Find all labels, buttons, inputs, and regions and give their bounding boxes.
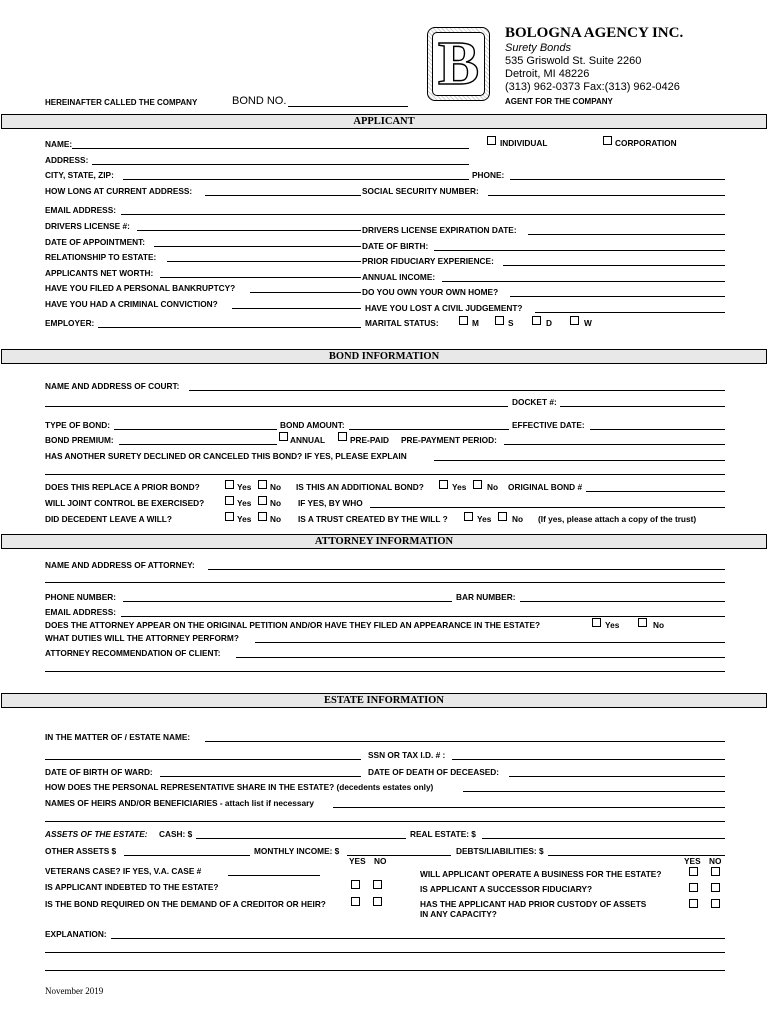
other-assets-label: OTHER ASSETS $	[45, 846, 117, 856]
fiduciary-experience-label: PRIOR FIDUCIARY EXPERIENCE:	[362, 256, 494, 266]
recommendation-line2	[45, 671, 725, 672]
original-bond-field[interactable]	[586, 482, 725, 492]
marital-s-label: S	[508, 318, 514, 328]
marital-w-label: W	[584, 318, 592, 328]
trust-no-label: No	[512, 514, 524, 524]
applicant-phone-field[interactable]	[510, 170, 725, 180]
debts-field[interactable]	[548, 846, 725, 856]
joint-no-label: No	[270, 498, 282, 508]
marital-status-label: MARITAL STATUS:	[365, 318, 439, 328]
attorney-section-header	[1, 534, 767, 549]
prepaid-label: PRE-PAID	[350, 435, 390, 445]
custody-label-line2: IN ANY CAPACITY?	[420, 909, 497, 919]
ssn-field[interactable]	[488, 186, 725, 196]
relationship-label: RELATIONSHIP TO ESTATE:	[45, 252, 157, 262]
replace-yes-checkbox[interactable]	[225, 480, 234, 489]
real-estate-field[interactable]	[482, 829, 725, 839]
recommendation-field[interactable]	[236, 648, 725, 658]
bond-type-field[interactable]	[114, 420, 277, 430]
bankruptcy-field[interactable]	[250, 283, 361, 293]
appear-yes-label: Yes	[605, 620, 620, 630]
attorney-name-field[interactable]	[208, 560, 725, 570]
bond-section-header	[1, 349, 767, 364]
will-yes-checkbox[interactable]	[225, 512, 234, 521]
docket-field[interactable]	[560, 397, 725, 407]
replace-yes-label: Yes	[237, 482, 252, 492]
applicant-address-field[interactable]	[92, 155, 469, 165]
joint-no-checkbox[interactable]	[258, 496, 267, 505]
bond-premium-label: BOND PREMIUM:	[45, 435, 114, 445]
share-label: HOW DOES THE PERSONAL REPRESENTATIVE SHARE IN THE ESTATE? (decedents estates only)	[45, 782, 434, 792]
will-label: DID DECEDENT LEAVE A WILL?	[45, 514, 172, 524]
civil-judgement-label: HAVE YOU LOST A CIVIL JUDGEMENT?	[365, 303, 523, 313]
bankruptcy-label: HAVE YOU FILED A PERSONAL BANKRUPTCY?	[45, 283, 236, 293]
demand-label: IS THE BOND REQUIRED ON THE DEMAND OF A CREDITOR OR HEIR?	[45, 899, 326, 909]
bar-number-field[interactable]	[520, 592, 725, 602]
successor-no-checkbox[interactable]	[711, 883, 720, 892]
explanation-line3	[45, 970, 725, 971]
trust-label: IS A TRUST CREATED BY THE WILL ?	[298, 514, 448, 524]
attorney-phone-label: PHONE NUMBER:	[45, 592, 116, 602]
attorney-email-label: EMAIL ADDRESS:	[45, 607, 116, 617]
applicant-title: APPLICANT	[353, 116, 415, 127]
appear-yes-checkbox[interactable]	[592, 618, 601, 627]
monthly-income-label: MONTHLY INCOME: $	[254, 846, 340, 856]
applicant-address-label: ADDRESS:	[45, 155, 89, 165]
tax-id-field[interactable]	[452, 750, 725, 760]
cash-label: CASH: $	[159, 829, 193, 839]
will-no-label: No	[270, 514, 282, 524]
employer-field[interactable]	[98, 318, 361, 328]
replace-bond-label: DOES THIS REPLACE A PRIOR BOND?	[45, 482, 200, 492]
docket-label: DOCKET #:	[512, 397, 557, 407]
attorney-email-field[interactable]	[121, 607, 725, 617]
company-logo	[427, 27, 490, 101]
applicant-name-label: NAME:	[45, 139, 73, 149]
appointment-date-field[interactable]	[154, 237, 361, 247]
attorney-name-label: NAME AND ADDRESS OF ATTORNEY:	[45, 560, 195, 570]
date-of-birth-label: DATE OF BIRTH:	[362, 241, 429, 251]
criminal-field[interactable]	[232, 299, 361, 309]
applicant-section-header	[1, 114, 767, 129]
custody-yes-checkbox[interactable]	[689, 899, 698, 908]
court-field-line2[interactable]	[45, 397, 508, 407]
business-no-checkbox[interactable]	[711, 867, 720, 876]
share-field[interactable]	[463, 782, 725, 792]
appointment-date-label: DATE OF APPOINTMENT:	[45, 237, 146, 247]
annual-income-label: ANNUAL INCOME:	[362, 272, 436, 282]
joint-control-label: WILL JOINT CONTROL BE EXERCISED?	[45, 498, 205, 508]
marital-d-label: D	[546, 318, 552, 328]
real-estate-label: REAL ESTATE: $	[410, 829, 476, 839]
relationship-field[interactable]	[167, 252, 361, 262]
no-header-right: NO	[709, 856, 722, 866]
annual-checkbox[interactable]	[279, 432, 288, 441]
court-label: NAME AND ADDRESS OF COURT:	[45, 381, 180, 391]
assets-label: ASSETS OF THE ESTATE:	[45, 829, 148, 839]
ward-dob-field[interactable]	[160, 767, 361, 777]
drivers-license-field[interactable]	[137, 221, 361, 231]
attorney-phone-field[interactable]	[123, 592, 452, 602]
marital-m-checkbox[interactable]	[459, 316, 468, 325]
recommendation-label: ATTORNEY RECOMMENDATION OF CLIENT:	[45, 648, 221, 658]
corporation-checkbox[interactable]	[603, 136, 612, 145]
own-home-field[interactable]	[510, 287, 725, 297]
company-tagline: Surety Bonds	[505, 42, 572, 54]
veterans-label: VETERANS CASE? IF YES, V.A. CASE #	[45, 866, 202, 876]
appear-label: DOES THE ATTORNEY APPEAR ON THE ORIGINAL PETITION AND/OR HAVE THEY FILED AN APPEARANCE IN THE ESTATE?	[45, 620, 541, 630]
dl-expiration-field[interactable]	[528, 225, 725, 235]
declined-field[interactable]	[434, 451, 725, 461]
trust-note: (If yes, please attach a copy of the trust)	[538, 514, 697, 524]
net-worth-label: APPLICANTS NET WORTH:	[45, 268, 154, 278]
bond-no-field[interactable]	[288, 97, 408, 107]
no-header-left: NO	[374, 856, 387, 866]
additional-no-checkbox[interactable]	[473, 480, 482, 489]
heirs-label: NAMES OF HEIRS AND/OR BENEFICIARIES - attach list if necessary	[45, 798, 314, 808]
custody-no-checkbox[interactable]	[711, 899, 720, 908]
additional-no-label: No	[487, 482, 499, 492]
appear-no-checkbox[interactable]	[638, 618, 647, 627]
ward-dob-label: DATE OF BIRTH OF WARD:	[45, 767, 153, 777]
additional-yes-label: Yes	[452, 482, 467, 492]
court-field[interactable]	[189, 381, 725, 391]
estate-name-label: IN THE MATTER OF / ESTATE NAME:	[45, 732, 191, 742]
joint-yes-label: Yes	[237, 498, 252, 508]
attorney-address-line2	[45, 582, 725, 583]
prepaid-checkbox[interactable]	[338, 432, 347, 441]
debts-label: DEBTS/LIABILITIES: $	[456, 846, 544, 856]
company-name: BOLOGNA AGENCY INC.	[505, 25, 684, 41]
how-long-field[interactable]	[205, 186, 361, 196]
annual-label: ANNUAL	[290, 435, 326, 445]
bar-number-label: BAR NUMBER:	[456, 592, 516, 602]
hereinafter-label: HEREINAFTER CALLED THE COMPANY	[45, 98, 198, 107]
date-of-death-field[interactable]	[509, 767, 725, 777]
other-assets-field[interactable]	[124, 846, 250, 856]
marital-s-checkbox[interactable]	[495, 316, 504, 325]
by-who-field[interactable]	[370, 498, 725, 508]
net-worth-field[interactable]	[160, 268, 361, 278]
attorney-title: ATTORNEY INFORMATION	[314, 536, 454, 547]
applicant-name-field[interactable]	[72, 139, 469, 149]
marital-m-label: M	[472, 318, 479, 328]
employer-label: EMPLOYER:	[45, 318, 95, 328]
trust-yes-label: Yes	[477, 514, 492, 524]
city-state-zip-label: CITY, STATE, ZIP:	[45, 170, 114, 180]
will-no-checkbox[interactable]	[258, 512, 267, 521]
duties-field[interactable]	[255, 633, 725, 643]
how-long-label: HOW LONG AT CURRENT ADDRESS:	[45, 186, 193, 196]
indebted-label: IS APPLICANT INDEBTED TO THE ESTATE?	[45, 882, 219, 892]
business-label: WILL APPLICANT OPERATE A BUSINESS FOR THE ESTATE?	[420, 869, 662, 879]
effective-date-field[interactable]	[590, 420, 725, 430]
indebted-no-checkbox[interactable]	[373, 880, 382, 889]
custody-label-line1: HAS THE APPLICANT HAD PRIOR CUSTODY OF ASSETS	[420, 899, 647, 909]
bond-no-label: BOND NO.	[232, 95, 287, 107]
company-address-line2: Detroit, MI 48226	[505, 68, 590, 80]
demand-yes-checkbox[interactable]	[351, 897, 360, 906]
explanation-label: EXPLANATION:	[45, 929, 107, 939]
city-state-zip-field[interactable]	[123, 170, 469, 180]
effective-date-label: EFFECTIVE DATE:	[512, 420, 585, 430]
individual-label: INDIVIDUAL	[500, 138, 548, 148]
applicant-phone-label: PHONE:	[472, 170, 505, 180]
bond-amount-field[interactable]	[349, 420, 509, 430]
criminal-label: HAVE YOU HAD A CRIMINAL CONVICTION?	[45, 299, 218, 309]
prepayment-period-field[interactable]	[504, 435, 725, 445]
applicant-email-label: EMAIL ADDRESS:	[45, 205, 116, 215]
ssn-label: SOCIAL SECURITY NUMBER:	[362, 186, 479, 196]
trust-no-checkbox[interactable]	[498, 512, 507, 521]
estate-title: ESTATE INFORMATION	[324, 695, 444, 706]
company-phone: (313) 962-0373 Fax:(313) 962-0426	[505, 81, 680, 93]
heirs-line2	[45, 821, 725, 822]
marital-w-checkbox[interactable]	[570, 316, 579, 325]
own-home-label: DO YOU OWN YOUR OWN HOME?	[362, 287, 499, 297]
marital-d-checkbox[interactable]	[532, 316, 541, 325]
will-yes-label: Yes	[237, 514, 252, 524]
explanation-field[interactable]	[111, 929, 725, 939]
yes-header-left: YES	[349, 856, 366, 866]
monthly-income-field[interactable]	[347, 846, 451, 856]
by-who-label: IF YES, BY WHO	[298, 498, 363, 508]
successor-label: IS APPLICANT A SUCCESSOR FIDUCIARY?	[420, 884, 593, 894]
footer-date: November 2019	[45, 986, 104, 996]
declined-label: HAS ANOTHER SURETY DECLINED OR CANCELED THIS BOND? IF YES, PLEASE EXPLAIN	[45, 451, 407, 461]
trust-yes-checkbox[interactable]	[464, 512, 473, 521]
yes-header-right: YES	[684, 856, 701, 866]
replace-no-checkbox[interactable]	[258, 480, 267, 489]
bond-amount-label: BOND AMOUNT:	[280, 420, 345, 430]
additional-yes-checkbox[interactable]	[439, 480, 448, 489]
heirs-field[interactable]	[333, 798, 725, 808]
agent-label: AGENT FOR THE COMPANY	[505, 97, 613, 106]
bond-premium-field[interactable]	[119, 435, 277, 445]
estate-name-field-line2[interactable]	[45, 750, 361, 760]
date-of-death-label: DATE OF DEATH OF DECEASED:	[368, 767, 500, 777]
date-of-birth-field[interactable]	[434, 241, 725, 251]
fiduciary-experience-field[interactable]	[503, 256, 725, 266]
original-bond-label: ORIGINAL BOND #	[508, 482, 583, 492]
civil-judgement-field[interactable]	[535, 303, 725, 313]
dl-expiration-label: DRIVERS LICENSE EXPIRATION DATE:	[362, 225, 517, 235]
successor-yes-checkbox[interactable]	[689, 883, 698, 892]
annual-income-field[interactable]	[442, 272, 725, 282]
appear-no-label: No	[653, 620, 665, 630]
logo-letter: B	[437, 30, 480, 98]
va-case-field[interactable]	[228, 866, 320, 876]
replace-no-label: No	[270, 482, 282, 492]
estate-name-field[interactable]	[205, 732, 725, 742]
applicant-email-field[interactable]	[121, 205, 725, 215]
declined-line2	[45, 474, 725, 475]
demand-no-checkbox[interactable]	[373, 897, 382, 906]
tax-id-label: SSN OR TAX I.D. # :	[368, 750, 446, 760]
corporation-label: CORPORATION	[615, 138, 677, 148]
bond-title: BOND INFORMATION	[328, 351, 440, 362]
duties-label: WHAT DUTIES WILL THE ATTORNEY PERFORM?	[45, 633, 239, 643]
cash-field[interactable]	[196, 829, 406, 839]
explanation-line2	[45, 952, 725, 953]
indebted-yes-checkbox[interactable]	[351, 880, 360, 889]
joint-yes-checkbox[interactable]	[225, 496, 234, 505]
individual-checkbox[interactable]	[487, 136, 496, 145]
estate-section-header	[1, 693, 767, 708]
bond-type-label: TYPE OF BOND:	[45, 420, 110, 430]
additional-bond-label: IS THIS AN ADDITIONAL BOND?	[296, 482, 424, 492]
business-yes-checkbox[interactable]	[689, 867, 698, 876]
company-address-line1: 535 Griswold St. Suite 2260	[505, 55, 642, 67]
drivers-license-label: DRIVERS LICENSE #:	[45, 221, 130, 231]
prepayment-period-label: PRE-PAYMENT PERIOD:	[401, 435, 497, 445]
